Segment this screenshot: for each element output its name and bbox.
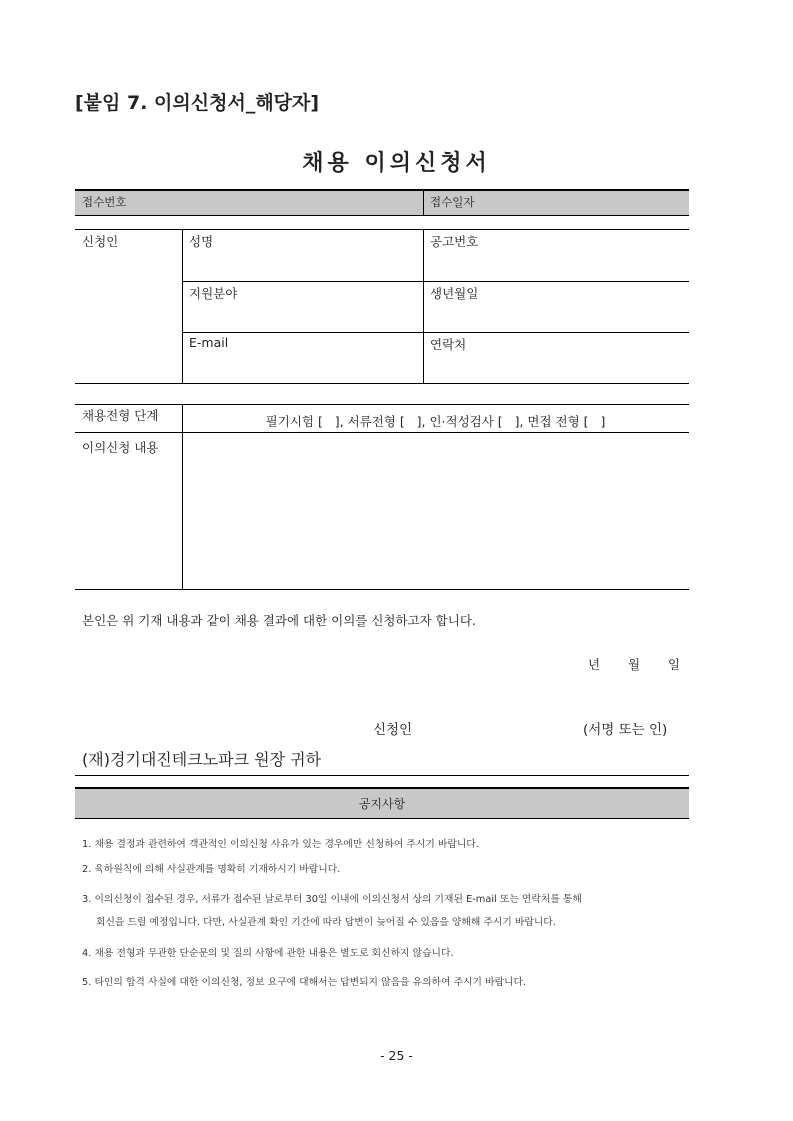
field-field[interactable] <box>183 303 422 331</box>
notice-item: 5. 타인의 합격 사실에 대한 이의신청, 정보 요구에 대해서는 답변되지 않음을 유의하여 주시기 바랍니다. <box>82 977 527 988</box>
page-number: - 25 - <box>380 1048 413 1063</box>
birth-date-field[interactable] <box>424 303 688 331</box>
name-label: 성명 <box>189 234 214 249</box>
signature-note[interactable]: (서명 또는 인) <box>583 722 668 738</box>
notice-number-field[interactable] <box>424 252 688 280</box>
name-field[interactable] <box>183 252 422 280</box>
notice-item: 1. 채용 결정과 관련하여 객관적인 이의신청 사유가 있는 경우에만 신청하여 주시기 바랍니다. <box>82 839 479 850</box>
contact-field[interactable] <box>424 354 688 382</box>
attachment-title: [붙임 7. 이의신청서_해당자] <box>75 92 320 114</box>
form-title: 채용 이의신청서 <box>302 151 491 176</box>
email-field[interactable] <box>183 354 422 382</box>
notice-number-label: 공고번호 <box>430 234 479 249</box>
recipient-text: (재)경기대진테크노파크 원장 귀하 <box>82 750 322 769</box>
notice-item: 회신을 드릴 예정입니다. 다만, 사실관계 확인 기간에 따라 답변이 늦어질 수 있음을 양해해 주시기 바랍니다. <box>96 917 556 928</box>
content-label: 이의신청 내용 <box>82 440 159 455</box>
receipt-number-label: 접수번호 <box>82 195 127 209</box>
field-label: 지원분야 <box>189 286 238 301</box>
declaration-text: 본인은 위 기재 내용과 같이 채용 결과에 대한 이의를 신청하고자 합니다. <box>82 613 476 628</box>
notice-item: 4. 채용 전형과 무관한 단순문의 및 질의 사항에 관한 내용은 별도로 회신하지 않습니다. <box>82 948 454 959</box>
stage-label: 채용전형 단계 <box>82 408 159 423</box>
receipt-row <box>75 190 689 215</box>
stage-options[interactable]: 필기시험 [ ], 서류전형 [ ], 인·적성검사 [ ], 면접 전형 [ ] <box>265 414 606 429</box>
date-year-label: 년 <box>588 657 601 672</box>
notice-title: 공지사항 <box>358 797 406 811</box>
date-day-label: 일 <box>668 657 681 672</box>
notice-item: 2. 육하원칙에 의해 사실관계를 명확히 기재하시기 바랍니다. <box>82 864 341 875</box>
notice-item: 3. 이의신청이 접수된 경우, 서류가 접수된 날로부터 30일 이내에 이의신청서 상의 기재된 E-mail 또는 연락처를 통해 <box>82 894 582 905</box>
date-month-label: 월 <box>628 657 641 672</box>
contact-label: 연락처 <box>430 337 467 352</box>
receipt-date-label: 접수일자 <box>430 195 475 209</box>
applicant-section-label: 신청인 <box>82 234 119 249</box>
email-label: E-mail <box>189 335 229 350</box>
signature-applicant-label: 신청인 <box>373 722 413 738</box>
birth-date-label: 생년월일 <box>430 286 479 301</box>
content-field[interactable] <box>183 434 688 588</box>
